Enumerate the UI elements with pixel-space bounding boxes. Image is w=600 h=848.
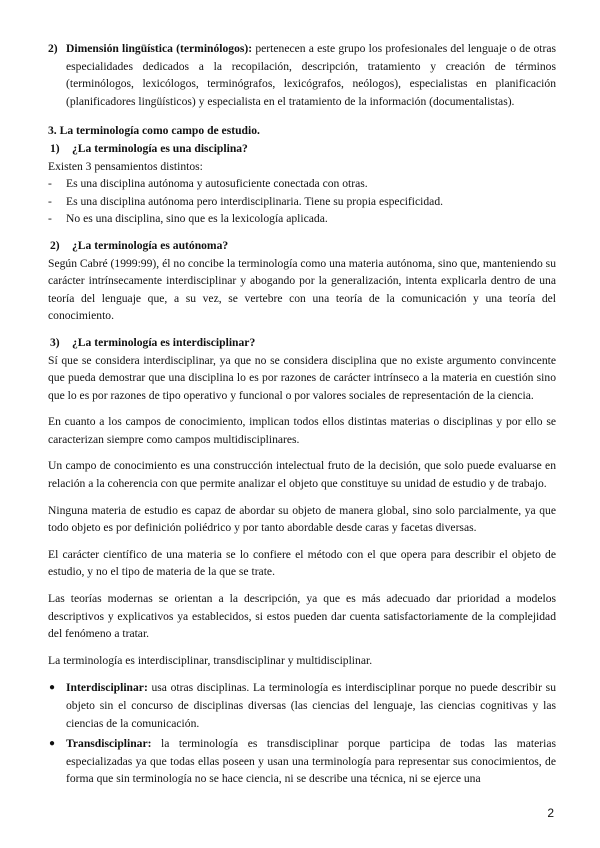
- bullet-term: Interdisciplinar:: [66, 681, 148, 695]
- bullet-text: usa otras disciplinas. La terminología es interdisciplinar porque no puede describir su objeto sin el concurso de disciplinas diversas (las ciencias del lenguaje, las ciencias cognitivas y las ciencias de la comunicación.: [66, 681, 556, 730]
- question-3-paragraph-2: En cuanto a los campos de conocimiento, implican todos ellos distintas materias o disciplinas y por ello se caracterizan siempre como campos multidisciplinares.: [48, 415, 556, 446]
- dash-marker: -: [48, 194, 52, 208]
- question-3-paragraph-4: Ninguna materia de estudio es capaz de abordar su objeto de manera global, sino solo parcialmente, ya que todo objeto es por definición poliédrico y por tanto abordable desde caras y facetas diversas.: [48, 503, 556, 535]
- bullet-body: [66, 679, 556, 732]
- dash-marker: -: [48, 212, 52, 226]
- list-item: [48, 210, 556, 228]
- section-2-number: 2): [48, 42, 58, 55]
- section-2-body: [66, 40, 556, 110]
- list-item: [48, 193, 556, 211]
- question-1-intro: Existen 3 pensamientos distintos:: [48, 159, 203, 173]
- question-2-number: 2): [50, 238, 60, 252]
- question-3-paragraph-7: La terminología es interdisciplinar, transdisciplinar y multidisciplinar.: [48, 653, 373, 667]
- question-3-paragraph-1: Sí que se considera interdisciplinar, ya que no se considera disciplina que no existe argumento convincente que pueda demostrar que una disciplina lo es por razones de carácter intrínseco a la materia en cuestión sino que lo es por razones de tipo operativo y funcional o por valores sociales de representación de la ciencia.: [48, 353, 556, 402]
- question-3-number: 3): [50, 335, 60, 349]
- list-item-text: Es una disciplina autónoma pero interdisciplinaria. Tiene su propia especificidad.: [66, 194, 444, 208]
- bullet-body: [66, 735, 556, 788]
- discipline-bullet-list: [48, 679, 556, 788]
- list-item-text: No es una disciplina, sino que es la lexicología aplicada.: [66, 212, 328, 226]
- bullet-item-interdisciplinar: [48, 679, 556, 732]
- question-3-paragraph-5: El carácter científico de una materia se lo confiere el método con el que opera para describir el objeto de estudio, y no el tipo de materia de la que se trate.: [48, 547, 556, 579]
- question-1-title: ¿La terminología es una disciplina?: [72, 141, 248, 155]
- question-2-title: ¿La terminología es autónoma?: [72, 238, 229, 252]
- page-content: [48, 40, 556, 791]
- list-item-text: Es una disciplina autónoma y autosuficiente conectada con otras.: [66, 177, 368, 191]
- bullet-icon: ●: [49, 682, 56, 694]
- question-1-heading: [48, 140, 556, 158]
- question-3-heading: [48, 334, 556, 352]
- bullet-icon: ●: [49, 738, 56, 750]
- bullet-term: Transdisciplinar:: [66, 737, 152, 751]
- section-2-text: pertenecen a este grupo los profesionales del lenguaje o de otras especialidades dedicados a la recopilación, descripción, tratamiento y creación de términos (terminólogos, lexicólogos, terminógrafos, lexicógrafos, neólogos), especialistas en planificación (planificadores lingüísticos) y especialista en el tratamiento de la información (documentalistas).: [66, 42, 557, 108]
- question-1-list: [48, 175, 556, 228]
- question-2-heading: [48, 237, 556, 255]
- section-3-heading: 3. La terminología como campo de estudio.: [48, 124, 260, 138]
- dash-marker: -: [48, 177, 52, 191]
- bullet-item-transdisciplinar: [48, 735, 556, 788]
- list-item: [48, 175, 556, 193]
- question-3-title: ¿La terminología es interdisciplinar?: [72, 335, 256, 349]
- question-3-paragraph-3: Un campo de conocimiento es una construcción intelectual fruto de la decisión, que solo puede evaluarse en relación a la coherencia con que permite analizar el objeto que constituye su unidad de estudio y de trabajo.: [48, 459, 556, 491]
- page-number: 2: [547, 806, 554, 820]
- bullet-text: la terminología es transdisciplinar porque participa de todas las materias especializadas ya que todas ellas poseen y usan una terminología para representar sus conocimientos, de forma que sin terminología no se hace ciencia, ni se describe una técnica, ni se ejerce una: [66, 737, 556, 786]
- question-2-paragraph: Según Cabré (1999:99), él no concibe la terminología como una materia autónoma, sino que, manteniendo su carácter intrínsecamente interdisciplinar y abogando por la generalización, intenta explicarla dentro de una teoría del lenguaje que, a su vez, se vertebre con una teoría de la comunicación y una teoría del conocimiento.: [48, 256, 556, 323]
- question-1-number: 1): [50, 141, 60, 155]
- section-2-term: Dimensión lingüística (terminólogos):: [66, 42, 253, 55]
- question-3-paragraph-6: Las teorías modernas se orientan a la descripción, ya que es más adecuado dar prioridad a modelos descriptivos y explicativos ya establecidos, si estos pueden dar cuenta satisfactoriamente de la complejidad del fenómeno a tratar.: [48, 592, 556, 641]
- section-2-item: [48, 40, 556, 110]
